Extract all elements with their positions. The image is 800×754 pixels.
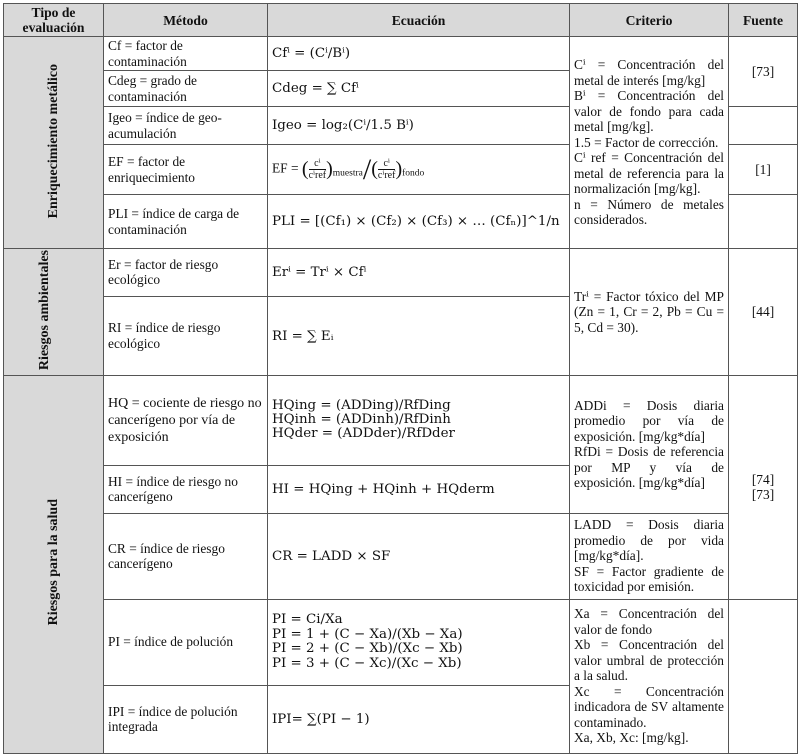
group-label: Riesgos ambientales (36, 250, 52, 371)
group-label: Enriquecimiento metálico (45, 63, 61, 218)
equation-pi-4: PI = 3 + (C − Xc)/(Xc − Xb) (272, 655, 462, 671)
equation-pli-text: PLI = [(Cf₁) × (Cf₂) × (Cf₃) × … (Cfₙ)]^1/n (272, 214, 560, 230)
equation-pi-1: PI = Ci/Xa (272, 612, 343, 628)
method-ri: RI = índice de riesgo ecológico (104, 296, 268, 375)
equation-cr (268, 513, 570, 599)
table-row (4, 599, 798, 685)
source-cell-empty (729, 599, 798, 753)
header-criterio: Criterio (570, 4, 729, 37)
equation-ri (268, 296, 570, 375)
source-cell: [44] (729, 249, 798, 376)
group-salud (4, 375, 104, 753)
criteria-hq-hi (570, 375, 729, 513)
table-row (4, 513, 798, 599)
equation-hi-text: HI = HQing + HQinh + HQderm (272, 481, 495, 497)
group-label: Riesgos para la salud (45, 499, 61, 626)
criteria-pi (570, 599, 729, 753)
group-enriquecimiento (4, 37, 104, 249)
method-pli: PLI = índice de carga de contaminación (104, 195, 268, 249)
header-row (4, 4, 798, 37)
equation-hq (268, 375, 570, 465)
equation-er-text: Erⁱ = Trⁱ × Cfⁱ (272, 265, 367, 281)
fraction: $\frac{\text{cⁱ}}{\text{cⁱref}}$ (308, 158, 327, 181)
method-er: Er = factor de riesgo ecológico (104, 249, 268, 297)
header-ecuacion: Ecuación (268, 4, 570, 37)
criteria-text: Trⁱ = Factor tóxico del MP (Zn = 1, Cr = 2, Pb = Cu = 5, Cd = 30). (574, 288, 724, 335)
equation-cf (268, 37, 570, 71)
equation-igeo-text: Igeo = log₂(Cⁱ/1.5 Bⁱ) (272, 118, 414, 134)
equation-cdeg-text: Cdeg = ∑ Cfⁱ (272, 81, 359, 97)
method-igeo: Igeo = índice de geo-acumulación (104, 107, 268, 145)
criteria-text: 1.5 = Factor de corrección. (574, 134, 719, 150)
methods-table (3, 3, 798, 754)
criteria-text: Cⁱ = Concentración del metal de interés [mg/kg] (574, 57, 724, 88)
group-ambientales (4, 249, 104, 376)
table-row (4, 249, 798, 297)
equation-igeo (268, 107, 570, 145)
equation-ri-text: RI = ∑ Eᵢ (272, 328, 334, 344)
source-cell: [1] (729, 145, 798, 195)
equation-cr-text: CR = LADD × SF (272, 548, 391, 564)
equation-cdeg (268, 71, 570, 107)
equation-pi-2: PI = 1 + (C − Xa)/(Xb − Xa) (272, 626, 463, 642)
header-metodo: Método (104, 4, 268, 37)
equation-er (268, 249, 570, 297)
method-ipi: IPI = índice de polución integrada (104, 685, 268, 753)
source-ref: [74] (751, 471, 775, 487)
criteria-text: n = Número de metales considerados. (574, 196, 724, 228)
fraction: $\frac{\text{cⁱ}}{\text{cⁱref}}$ (377, 158, 396, 181)
equation-ef: EF = ( $\frac{\text{cⁱ}}{\text{cⁱref}}$ )$_{muestra}/$( $\frac{\text{cⁱ}}{\text{cⁱref}}$ )$_{fondo}$ (268, 145, 570, 195)
criteria-text: Xa, Xb, Xc: [mg/kg]. (574, 730, 689, 746)
method-ef: EF = factor de enriquecimiento (104, 145, 268, 195)
method-cf: Cf = factor de contaminación (104, 37, 268, 71)
method-pi: PI = índice de polución (104, 599, 268, 685)
equation-hq-inh: HQinh = (ADDinh)/RfDinh (272, 411, 451, 427)
equation-ipi-text: IPI= ∑(PI − 1) (272, 711, 370, 727)
equation-pi (268, 599, 570, 685)
equation-hq-ing: HQing = (ADDing)/RfDing (272, 397, 451, 413)
table-row (4, 37, 798, 71)
criteria-text: Xc = Concentración indicadora de SV altamente contaminado. (574, 683, 724, 730)
equation-pli (268, 195, 570, 249)
source-cell-empty (729, 195, 798, 249)
equation-ipi (268, 685, 570, 753)
table-row (4, 375, 798, 465)
criteria-text: Cⁱ ref = Concentración del metal de referencia para la normalización [mg/kg]. (574, 150, 724, 197)
source-cell-empty (729, 107, 798, 145)
equation-cf-text: Cfⁱ = (Cⁱ/Bⁱ) (272, 46, 351, 62)
method-cr: CR = índice de riesgo cancerígeno (104, 513, 268, 599)
equation-hi (268, 465, 570, 513)
source-cell: [73] (729, 37, 798, 107)
source-ref: [73] (751, 487, 775, 503)
method-cdeg: Cdeg = grado de contaminación (104, 71, 268, 107)
equation-pi-3: PI = 2 + (C − Xb)/(Xc − Xb) (272, 641, 463, 657)
criteria-cr (570, 513, 729, 599)
criteria-text: SF = Factor gradiente de toxicidad por emisión. (574, 563, 724, 595)
criteria-text: ADDi = Dosis diaria promedio por vía de exposición. [mg/kg*día] (574, 397, 724, 444)
criteria-ambientales (570, 249, 729, 376)
source-cell (729, 375, 798, 599)
criteria-text: Bⁱ = Concentración del valor de fondo para cada metal [mg/kg]. (574, 88, 724, 135)
criteria-text: Xb = Concentración del valor umbral de protección a la salud. (574, 637, 724, 684)
method-hq: HQ = cociente de riesgo no cancerígeno por vía de exposición (104, 375, 268, 465)
header-fuente: Fuente (729, 4, 798, 37)
method-hi: HI = índice de riesgo no cancerígeno (104, 465, 268, 513)
header-tipo: Tipo de evaluación (4, 4, 104, 37)
criteria-enriquecimiento (570, 37, 729, 249)
criteria-text: RfDi = Dosis de referencia por MP y vía de exposición. [mg/kg*día] (574, 444, 724, 491)
criteria-text: LADD = Dosis diaria promedio de por vida [mg/kg*día]. (574, 517, 724, 564)
criteria-text: Xa = Concentración del valor de fondo (574, 606, 724, 637)
equation-ef-lhs: EF = (272, 160, 299, 176)
equation-hq-der: HQder = (ADDder)/RfDder (272, 426, 455, 442)
